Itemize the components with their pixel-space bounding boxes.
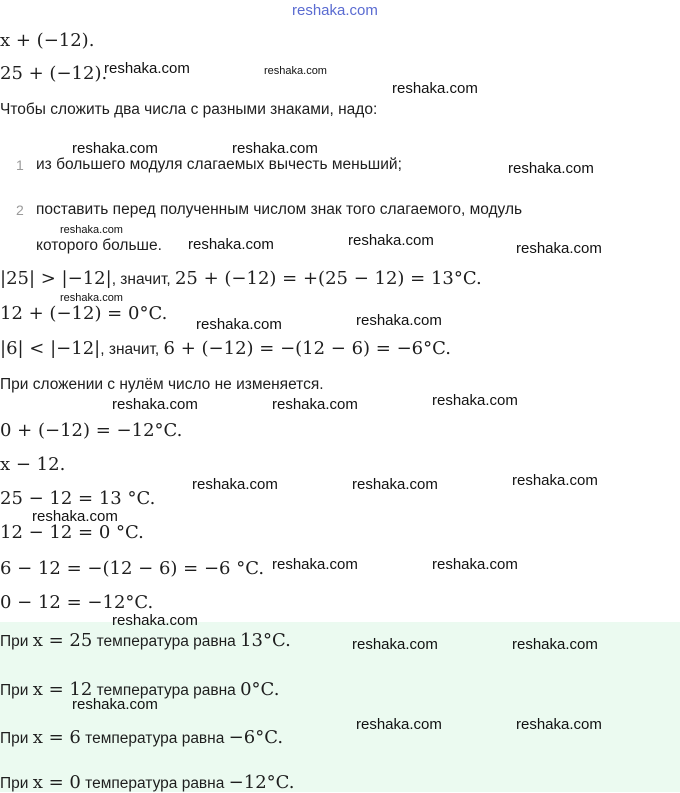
answer-3-pre: При <box>0 730 33 747</box>
step-number-2: 2 <box>16 202 24 218</box>
watermark: reshaka.com <box>432 556 518 573</box>
watermark-top: reshaka.com <box>292 2 378 19</box>
expression-25-plus-minus12: 25 + (−12). <box>0 63 108 84</box>
step-2-text: поставить перед полученным числом знак того слагаемого, модуль <box>36 201 523 218</box>
watermark: reshaka.com <box>392 80 478 97</box>
watermark: reshaka.com <box>508 160 594 177</box>
watermark: reshaka.com <box>512 472 598 489</box>
watermark: reshaka.com <box>272 556 358 573</box>
answer-4-value: −12°C. <box>228 772 295 793</box>
calc-line-1 <box>0 268 482 289</box>
calc3-word: , значит, <box>100 341 164 358</box>
answer-1-mid: температура равна <box>92 633 241 650</box>
answer-3-value: −6°C. <box>228 727 284 748</box>
watermark: reshaka.com <box>516 716 602 733</box>
sub-line-2: 12 − 12 = 0 °C. <box>0 522 144 543</box>
calc3-result: 6 + (−12) = −(12 − 6) = −6°C. <box>163 338 451 359</box>
step-2-text-cont: которого больше. <box>36 237 162 254</box>
calc1-word: , значит, <box>111 271 175 288</box>
answer-line-4 <box>0 772 295 793</box>
answer-1-value: 13°C. <box>240 630 291 651</box>
calc-line-3 <box>0 338 451 359</box>
step-1-text: из большего модуля слагаемых вычесть меньший; <box>36 156 402 173</box>
watermark: reshaka.com <box>512 636 598 653</box>
expression-x-minus12: x − 12. <box>0 454 66 475</box>
watermark: reshaka.com <box>264 65 327 77</box>
watermark: reshaka.com <box>232 140 318 157</box>
answer-4-mid: температура равна <box>80 775 229 792</box>
watermark: reshaka.com <box>348 232 434 249</box>
answer-line-3 <box>0 727 283 748</box>
calc1-result: 25 + (−12) = +(25 − 12) = 13°C. <box>174 268 482 289</box>
calc-line-2: 12 + (−12) = 0°C. <box>0 303 168 324</box>
watermark: reshaka.com <box>112 396 198 413</box>
watermark: reshaka.com <box>188 236 274 253</box>
watermark: reshaka.com <box>72 696 158 713</box>
watermark: reshaka.com <box>432 392 518 409</box>
watermark: reshaka.com <box>352 636 438 653</box>
answer-3-eq: x = 6 <box>32 727 81 748</box>
answer-2-mid: температура равна <box>92 682 241 699</box>
watermark: reshaka.com <box>272 396 358 413</box>
watermark: reshaka.com <box>196 316 282 333</box>
watermark: reshaka.com <box>104 60 190 77</box>
watermark: reshaka.com <box>352 476 438 493</box>
calc3-modulus: |6| < |−12| <box>0 338 101 359</box>
expression-x-plus-minus12: x + (−12). <box>0 30 95 51</box>
sub-line-3: 6 − 12 = −(12 − 6) = −6 °C. <box>0 558 265 579</box>
answer-2-pre: При <box>0 682 33 699</box>
answer-2-eq: x = 12 <box>32 679 93 700</box>
watermark: reshaka.com <box>356 716 442 733</box>
watermark: reshaka.com <box>72 140 158 157</box>
zero-rule: При сложении с нулём число не изменяется. <box>0 376 324 393</box>
calc1-modulus: |25| > |−12| <box>0 268 112 289</box>
watermark: reshaka.com <box>32 508 118 525</box>
watermark: reshaka.com <box>356 312 442 329</box>
rule-intro: Чтобы сложить два числа с разными знаками, надо: <box>0 101 378 118</box>
step-number-1: 1 <box>16 157 24 173</box>
watermark: reshaka.com <box>60 224 123 236</box>
answer-1-eq: x = 25 <box>32 630 93 651</box>
watermark: reshaka.com <box>112 612 198 629</box>
answer-4-pre: При <box>0 775 33 792</box>
answer-2-value: 0°C. <box>240 679 280 700</box>
watermark: reshaka.com <box>60 292 123 304</box>
answer-line-1 <box>0 630 291 651</box>
answer-3-mid: температура равна <box>80 730 229 747</box>
sub-line-4: 0 − 12 = −12°C. <box>0 592 154 613</box>
sub-line-1: 25 − 12 = 13 °C. <box>0 488 156 509</box>
answer-4-eq: x = 0 <box>32 772 81 793</box>
watermark: reshaka.com <box>516 240 602 257</box>
calc-line-4: 0 + (−12) = −12°C. <box>0 420 183 441</box>
answer-1-pre: При <box>0 633 33 650</box>
watermark: reshaka.com <box>192 476 278 493</box>
